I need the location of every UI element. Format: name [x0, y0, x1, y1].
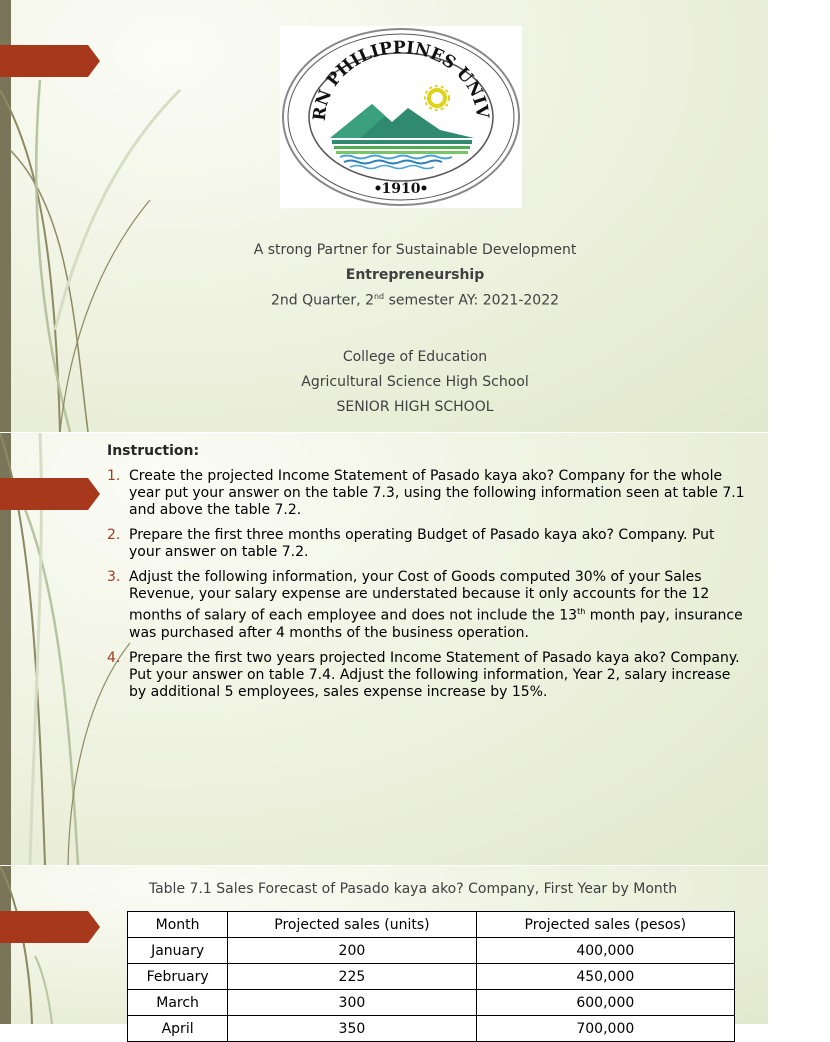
table-cell: 450,000: [476, 964, 734, 990]
subject-title: Entrepreneurship: [345, 267, 485, 283]
table-cell: February: [128, 964, 228, 990]
list-item: 1. Create the projected Income Statement of Pasado kaya ako? Company for the whole year put your answer on the table 7.3, using the following information seen at table 7.1 and above the table 7.2.: [107, 468, 745, 518]
column-header: Projected sales (units): [228, 912, 476, 938]
column-header: Month: [128, 912, 228, 938]
quarter-line: 2nd Quarter, 2nd semester AY: 2021-2022: [270, 292, 560, 309]
table-cell: 400,000: [476, 938, 734, 964]
table-row: [128, 1016, 735, 1042]
table-cell: 300: [228, 990, 476, 1016]
red-tag-shape: [0, 45, 100, 77]
list-item: 3. Adjust the following information, your Cost of Goods computed 30% of your Sales Revenue, your salary expense are understated because it only accounts for the 12 months of salary of each employee and does not include the 13th month pay, insurance was purchased after 4 months of the business operation.: [107, 569, 743, 641]
table-cell: March: [128, 990, 228, 1016]
svg-text:WESTERN PHILIPPINES UNIVERSITY: RN PHILIPPINES UNIV: [309, 37, 493, 122]
university-logo: [280, 26, 522, 208]
sales-forecast-table: [127, 911, 735, 1042]
college-name: College of Education: [342, 349, 488, 365]
instruction-title: Instruction:: [107, 443, 200, 459]
table-caption: Table 7.1 Sales Forecast of Pasado kaya ako? Company, First Year by Month: [148, 881, 678, 897]
table-cell: January: [128, 938, 228, 964]
table-cell: 200: [228, 938, 476, 964]
table-cell: 225: [228, 964, 476, 990]
instruction-list: [107, 468, 747, 709]
red-tag-shape: [0, 478, 100, 510]
table-cell: 350: [228, 1016, 476, 1042]
table-row: [128, 938, 735, 964]
red-tag-shape: [0, 911, 100, 943]
list-item: 2. Prepare the first three months operating Budget of Pasado kaya ako? Company. Put your answer on table 7.2.: [107, 527, 715, 560]
list-item: 4. Prepare the first two years projected Income Statement of Pasado kaya ako? Company. Put your answer on table 7.4. Adjust the following information, Year 2, salary increase by additional 5 employees, sales expense increase by 15%.: [107, 649, 740, 700]
table-row: [128, 990, 735, 1016]
table-header-row: [128, 912, 735, 938]
table-slide: [0, 866, 768, 1037]
title-slide: [0, 0, 768, 432]
instruction-slide: [0, 433, 768, 865]
logo-year: 1910: [381, 181, 421, 197]
tagline: A strong Partner for Sustainable Development: [253, 242, 577, 258]
school-name: Agricultural Science High School: [301, 374, 529, 390]
column-header: Projected sales (pesos): [476, 912, 734, 938]
school-level: SENIOR HIGH SCHOOL: [336, 399, 494, 415]
table-cell: April: [128, 1016, 228, 1042]
table-cell: 700,000: [476, 1016, 734, 1042]
table-row: [128, 964, 735, 990]
table-cell: 600,000: [476, 990, 734, 1016]
